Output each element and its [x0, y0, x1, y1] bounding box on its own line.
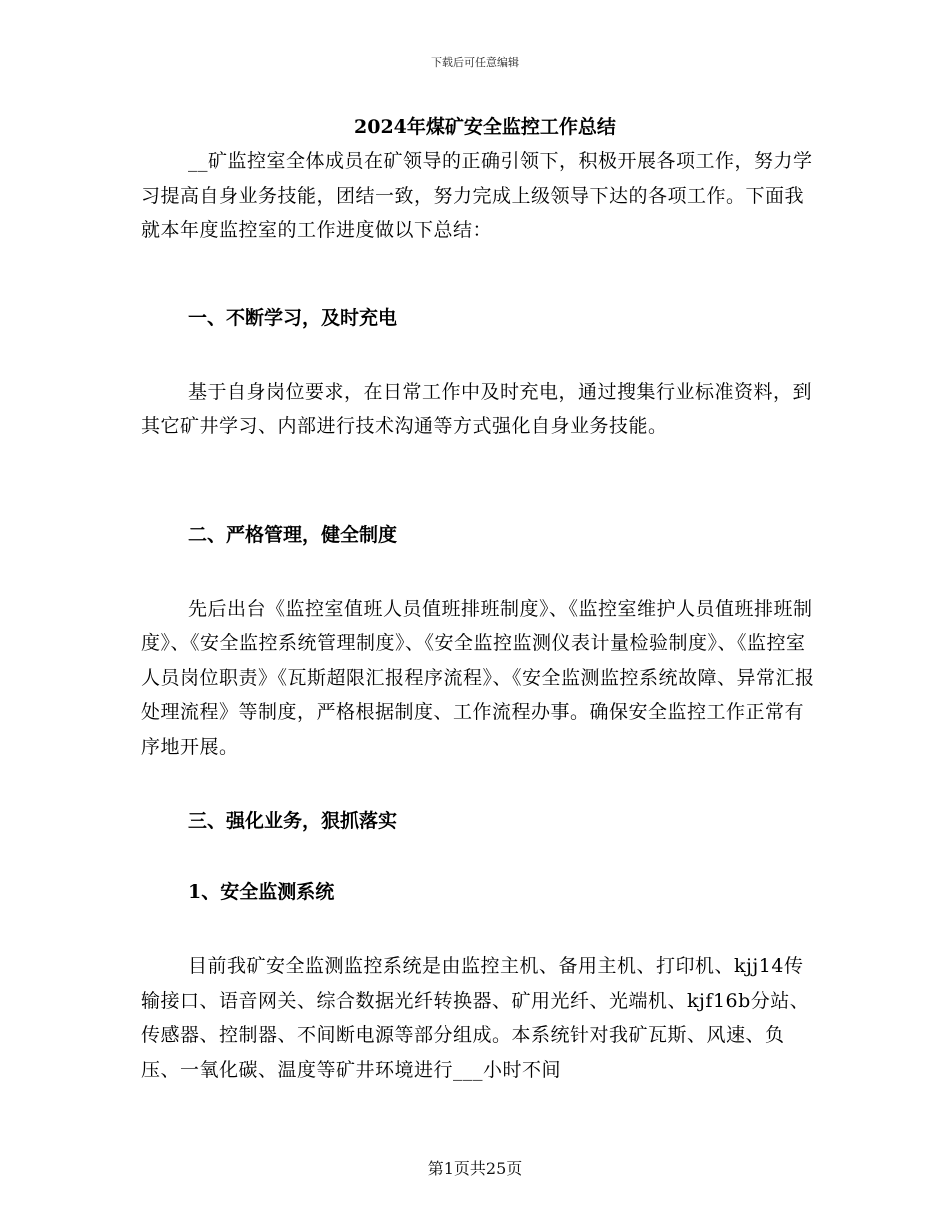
document-title: 2024年煤矿安全监控工作总结: [354, 116, 616, 138]
section-3-heading: 三、强化业务，狠抓落实: [188, 810, 398, 832]
section-2-heading: 二、严格管理，健全制度: [188, 523, 398, 546]
subsection-1-heading: 1、安全监测系统: [188, 881, 335, 903]
header-note: 下载后可任意编辑: [431, 56, 519, 69]
intro-paragraph: __矿监控室全体成员在矿领导的正确引领下，积极开展各项工作，努力学习提高自身业务技能，团结一致，努力完成上级领导下达的各项工作。下面我就本年度监控室的工作进度做以下总结：: [141, 150, 813, 241]
page-number: 第1页共25页: [427, 1159, 523, 1178]
section-1-heading: 一、不断学习，及时充电: [188, 306, 398, 329]
document-body: [141, 110, 821, 1087]
subsection-1-paragraph: 目前我矿安全监测监控系统是由监控主机、备用主机、打印机、kjj14传输接口、语音网关、综合数据光纤转换器、矿用光纤、光端机、kjf16b分站、传感器、控制器、不间断电源等部分组成。本系统针对我矿瓦斯、风速、负压、一氧化碳、温度等矿井环境进行___小时不间: [141, 955, 810, 1081]
section-1-paragraph: 基于自身岗位要求，在日常工作中及时充电，通过搜集行业标准资料，到其它矿井学习、内部进行技术沟通等方式强化自身业务技能。: [141, 380, 813, 437]
section-2-paragraph: 先后出台《监控室值班人员值班排班制度》、《监控室维护人员值班排班制度》、《安全监控系统管理制度》、《安全监控监测仪表计量检验制度》、《监控室人员岗位职责》《瓦斯超限汇报程序流程》、《安全监测监控系统故障、异常汇报处理流程》等制度，严格根据制度、工作流程办事。确保安全监控工作正常有序地开展。: [141, 597, 815, 758]
